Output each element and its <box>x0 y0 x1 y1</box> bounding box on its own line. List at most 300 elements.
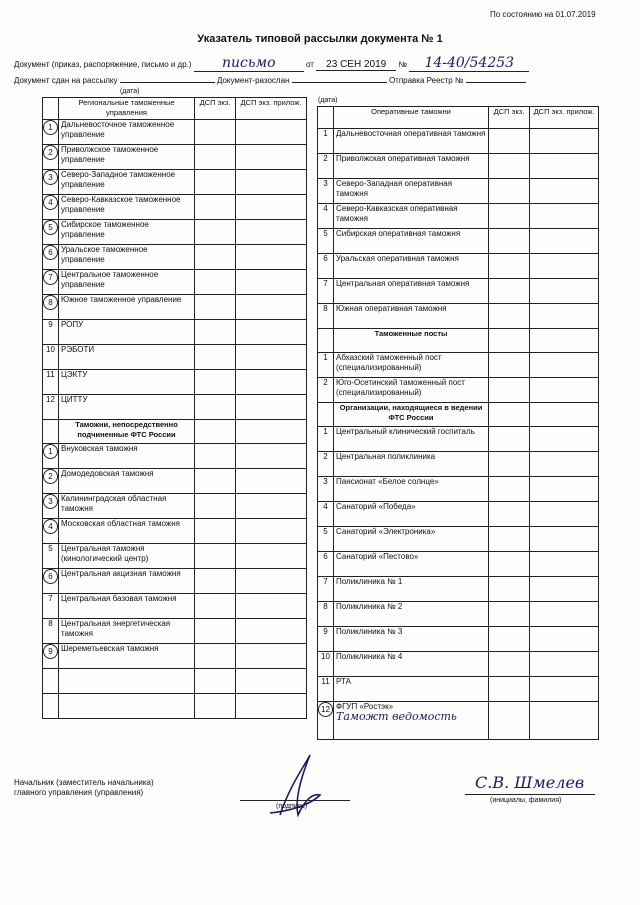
right-row <box>318 204 599 229</box>
left-row-name <box>59 444 195 469</box>
right-row-dsp-pril <box>530 304 599 329</box>
right-row-dsp <box>489 329 530 353</box>
right-row <box>318 279 599 304</box>
right-row-name <box>334 304 489 329</box>
row-number-value: 8 <box>323 602 328 611</box>
left-row-dsp-pril <box>236 444 307 469</box>
left-row-dsp-pril <box>236 245 307 270</box>
left-row-dsp-pril <box>236 569 307 594</box>
right-row-dsp <box>489 577 530 602</box>
row-number-value: 9 <box>48 320 53 329</box>
right-row-dsp-pril <box>530 378 599 403</box>
row-name-text: Сибирское таможенное управление <box>61 220 149 239</box>
left-row-number <box>43 170 59 195</box>
right-row-dsp-pril <box>530 154 599 179</box>
doc-number: 14-40/54253 <box>409 55 529 72</box>
right-row-dsp-pril <box>530 129 599 154</box>
right-row-dsp <box>489 452 530 477</box>
signer-name: С.В. Шмелев <box>475 773 585 792</box>
right-row <box>318 477 599 502</box>
left-row-name <box>59 469 195 494</box>
left-row <box>43 345 307 370</box>
left-row <box>43 320 307 345</box>
left-row <box>43 245 307 270</box>
right-row <box>318 378 599 403</box>
left-row-number <box>43 494 59 519</box>
left-row-name <box>59 619 195 644</box>
right-row <box>318 602 599 627</box>
left-row-name <box>59 320 195 345</box>
row-name-text: Центральная поликлиника <box>336 452 436 461</box>
left-row-number <box>43 320 59 345</box>
right-row-dsp <box>489 502 530 527</box>
row-name-text: Поликлиника № 1 <box>336 577 403 586</box>
left-row-number <box>43 569 59 594</box>
name-line <box>465 794 595 795</box>
right-row-number <box>318 652 334 677</box>
left-row <box>43 469 307 494</box>
left-row-name <box>59 395 195 420</box>
left-row-dsp <box>195 494 236 519</box>
row-number-value: 7 <box>323 279 328 288</box>
row-number-value: 6 <box>43 569 58 584</box>
right-row-dsp <box>489 627 530 652</box>
right-row-name <box>334 427 489 452</box>
right-row-number <box>318 477 334 502</box>
row-name-text: Уральская оперативная таможня <box>336 254 459 263</box>
left-row-number <box>43 444 59 469</box>
right-row-dsp <box>489 427 530 452</box>
left-row-dsp-pril <box>236 320 307 345</box>
row-name-text: Шереметьевская таможня <box>61 644 159 653</box>
left-row-dsp <box>195 544 236 569</box>
row-name-text: Дальневосточное таможенное управление <box>61 120 175 139</box>
left-row-dsp <box>195 245 236 270</box>
row-number-value: 6 <box>323 552 328 561</box>
row-number-value: 2 <box>323 154 328 163</box>
left-row-dsp-pril <box>236 170 307 195</box>
right-row-number <box>318 627 334 652</box>
row-number-value: 9 <box>43 644 58 659</box>
right-row-dsp <box>489 677 530 702</box>
right-row-number <box>318 279 334 304</box>
row-number-value: 5 <box>48 544 53 553</box>
row-number-value: 4 <box>43 519 58 534</box>
right-row-dsp-pril <box>530 353 599 378</box>
row-number-value: 7 <box>43 270 58 285</box>
right-row-number <box>318 129 334 154</box>
left-row-name <box>59 644 195 669</box>
row-name-text: Внуковская таможня <box>61 444 138 453</box>
document-line <box>14 55 624 72</box>
row-name-text: ЦИТТУ <box>61 395 88 404</box>
left-row-name <box>59 345 195 370</box>
left-row-number <box>43 270 59 295</box>
doc-type-label: Документ (приказ, распоряжение, письмо и др.) <box>14 60 192 69</box>
right-row-name <box>334 452 489 477</box>
left-row-dsp-pril <box>236 120 307 145</box>
right-row-dsp <box>489 304 530 329</box>
right-row <box>318 129 599 154</box>
left-row-dsp <box>195 519 236 544</box>
left-row-dsp-pril <box>236 395 307 420</box>
right-row-number <box>318 527 334 552</box>
left-row <box>43 120 307 145</box>
left-row-name <box>59 170 195 195</box>
left-row-name <box>59 295 195 320</box>
left-row-dsp-pril <box>236 270 307 295</box>
right-row-number <box>318 577 334 602</box>
right-row-dsp-pril <box>530 652 599 677</box>
right-row-number <box>318 154 334 179</box>
right-row <box>318 527 599 552</box>
right-row-name <box>334 552 489 577</box>
row-number-value: 7 <box>48 594 53 603</box>
row-name-text: Поликлиника № 4 <box>336 652 403 661</box>
row-number-value: 3 <box>323 179 328 188</box>
left-row-name <box>59 519 195 544</box>
left-row-dsp <box>195 644 236 669</box>
right-row-dsp <box>489 204 530 229</box>
right-row-dsp <box>489 179 530 204</box>
status-stamp: По состоянию на 01.07.2019 <box>490 10 596 19</box>
left-row-dsp <box>195 469 236 494</box>
right-row-dsp-pril <box>530 702 599 740</box>
row-number-value: 7 <box>323 577 328 586</box>
right-row-dsp-pril <box>530 427 599 452</box>
left-row <box>43 295 307 320</box>
row-name-text: Центральный клинический госпиталь <box>336 427 475 436</box>
right-row-name <box>334 403 489 427</box>
right-row-name <box>334 353 489 378</box>
row-name-text: Сибирская оперативная таможня <box>336 229 461 238</box>
left-row-dsp-pril <box>236 345 307 370</box>
left-row-dsp <box>195 120 236 145</box>
row-name-text: ФГУП «Ростэк» <box>336 702 394 711</box>
signature-icon <box>250 745 340 825</box>
left-row <box>43 544 307 569</box>
right-row <box>318 677 599 702</box>
right-row-dsp <box>489 378 530 403</box>
right-row-name <box>334 677 489 702</box>
left-row <box>43 370 307 395</box>
right-row <box>318 353 599 378</box>
right-row-dsp-pril <box>530 204 599 229</box>
right-row-dsp-pril <box>530 527 599 552</box>
right-row-number <box>318 602 334 627</box>
right-row <box>318 154 599 179</box>
right-row <box>318 452 599 477</box>
left-row-number <box>43 145 59 170</box>
row-name-text: Поликлиника № 2 <box>336 602 403 611</box>
left-row-dsp-pril <box>236 145 307 170</box>
row-name-text: Таможенные посты <box>374 329 448 338</box>
right-row-number <box>318 502 334 527</box>
right-row-dsp-pril <box>530 677 599 702</box>
right-row-dsp-pril <box>530 602 599 627</box>
doc-type-value: письмо <box>194 55 304 72</box>
row-name-text: Южная оперативная таможня <box>336 304 447 313</box>
row-number-value: 2 <box>43 145 58 160</box>
left-row-name <box>59 370 195 395</box>
right-row <box>318 652 599 677</box>
row-name-text: РЭБОТИ <box>61 345 95 354</box>
page-title: Указатель типовой рассылки документа № 1 <box>197 33 443 45</box>
right-row-dsp <box>489 154 530 179</box>
row-number-value: 2 <box>323 378 328 387</box>
left-row-dsp <box>195 320 236 345</box>
row-name-text: Северо-Кавказская оперативная таможня <box>336 204 458 223</box>
left-row-number <box>43 619 59 644</box>
right-row-dsp <box>489 279 530 304</box>
row-number-value: 10 <box>321 652 330 661</box>
row-number-value: 4 <box>43 195 58 210</box>
left-row <box>43 395 307 420</box>
right-row-dsp <box>489 477 530 502</box>
left-row-number <box>43 295 59 320</box>
left-row-number <box>43 120 59 145</box>
left-row-number <box>43 469 59 494</box>
left-row <box>43 270 307 295</box>
right-row-number <box>318 179 334 204</box>
left-row-number <box>43 594 59 619</box>
rassylka-label: Документ-разослан <box>216 76 290 85</box>
left-row <box>43 519 307 544</box>
left-row-number <box>43 420 59 444</box>
right-row-dsp-pril <box>530 254 599 279</box>
left-row-number <box>43 195 59 220</box>
left-row-dsp <box>195 195 236 220</box>
operational-table <box>317 106 599 740</box>
row-name-text: Уральское таможенное управление <box>61 245 148 264</box>
row-number-value: 10 <box>46 345 55 354</box>
left-col-name-header: Региональные таможенные управления <box>59 98 195 120</box>
row-number-value: 5 <box>323 229 328 238</box>
right-row-dsp-pril <box>530 229 599 254</box>
left-row-dsp <box>195 594 236 619</box>
date-caption-left: (дата) <box>120 88 140 95</box>
row-name-text: Приволжское таможенное управление <box>61 145 159 164</box>
right-row-dsp-pril <box>530 329 599 353</box>
left-row-name <box>59 569 195 594</box>
right-row-name <box>334 179 489 204</box>
left-row <box>43 619 307 644</box>
right-row-dsp-pril <box>530 403 599 427</box>
name-caption: (инициалы, фамилия) <box>490 797 562 804</box>
right-row <box>318 552 599 577</box>
row-name-text: Калининградская областная таможня <box>61 494 167 513</box>
right-row-name <box>334 477 489 502</box>
right-row-dsp <box>489 602 530 627</box>
left-row-dsp-pril <box>236 469 307 494</box>
right-row-name <box>334 204 489 229</box>
row-name-text: Южное таможенное управление <box>61 295 182 304</box>
left-row-name <box>59 494 195 519</box>
row-name-text: Северо-Западное таможенное управление <box>61 170 176 189</box>
left-row-dsp-pril <box>236 644 307 669</box>
left-row <box>43 220 307 245</box>
left-table-wrap <box>42 97 307 719</box>
right-row <box>318 403 599 427</box>
row-number-value: 3 <box>43 494 58 509</box>
right-row-name <box>334 652 489 677</box>
right-row-dsp-pril <box>530 477 599 502</box>
left-empty-row <box>43 694 307 719</box>
right-row-dsp <box>489 129 530 154</box>
sent-line <box>14 76 624 85</box>
right-col-dsp-header: ДСП экз. <box>489 107 530 129</box>
left-row-number <box>43 395 59 420</box>
row-number-value: 5 <box>323 527 328 536</box>
right-row-name <box>334 527 489 552</box>
right-row-name <box>334 329 489 353</box>
left-row <box>43 594 307 619</box>
chief-label: Начальник (заместитель начальника) главного управления (управления) <box>14 778 154 797</box>
sent-label: Документ сдан на рассылку <box>14 76 118 85</box>
right-col-dsp-pril-header: ДСП экз. прилож. <box>530 107 599 129</box>
right-row-number <box>318 254 334 279</box>
left-row-name <box>59 220 195 245</box>
row-name-text: Пансионат «Белое солнце» <box>336 477 439 486</box>
left-row-name <box>59 120 195 145</box>
left-row-dsp <box>195 170 236 195</box>
right-row-number <box>318 304 334 329</box>
left-row-dsp-pril <box>236 594 307 619</box>
row-name-text: Поликлиника № 3 <box>336 627 403 636</box>
row-name-text: Центральная акцизная таможня <box>61 569 181 578</box>
row-name-text: Организации, находящиеся в ведении ФТС России <box>339 403 483 422</box>
date-caption-right: (дата) <box>318 97 338 104</box>
left-row-dsp <box>195 444 236 469</box>
row-name-text: Домодедовская таможня <box>61 469 154 478</box>
row-name-text: Центральное таможенное управление <box>61 270 159 289</box>
row-name-text: Абхазский таможенный пост (специализированный) <box>336 353 442 372</box>
right-row-number <box>318 452 334 477</box>
left-row <box>43 420 307 444</box>
row-name-text: РТА <box>336 677 351 686</box>
left-row-dsp <box>195 395 236 420</box>
right-table-wrap <box>317 106 599 740</box>
right-row <box>318 329 599 353</box>
right-row-name <box>334 702 489 740</box>
left-row <box>43 145 307 170</box>
right-row <box>318 254 599 279</box>
right-row-number <box>318 378 334 403</box>
left-row-dsp <box>195 420 236 444</box>
left-row-number <box>43 345 59 370</box>
left-row-name <box>59 594 195 619</box>
left-row-name <box>59 544 195 569</box>
left-row-number <box>43 644 59 669</box>
row-number-value: 2 <box>43 469 58 484</box>
row-number-value: 11 <box>46 370 55 379</box>
row-name-text: Центральная базовая таможня <box>61 594 177 603</box>
left-row-dsp-pril <box>236 420 307 444</box>
row-number-value: 5 <box>43 220 58 235</box>
left-col-dsp-header: ДСП экз. <box>195 98 236 120</box>
right-row <box>318 577 599 602</box>
number-label: № <box>398 60 408 69</box>
row-number-value: 12 <box>318 702 333 717</box>
row-name-text: Центральная энергетическая таможня <box>61 619 171 638</box>
right-row-name <box>334 502 489 527</box>
left-row-dsp <box>195 145 236 170</box>
left-row-dsp <box>195 345 236 370</box>
right-row-name <box>334 577 489 602</box>
right-row-name <box>334 627 489 652</box>
left-row-dsp-pril <box>236 220 307 245</box>
row-number-value: 4 <box>323 502 328 511</box>
right-row-name <box>334 279 489 304</box>
row-number-value: 8 <box>48 619 53 628</box>
left-empty-row <box>43 669 307 694</box>
row-number-value: 4 <box>323 204 328 213</box>
left-row-dsp-pril <box>236 494 307 519</box>
row-number-value: 1 <box>323 427 328 436</box>
left-row-dsp-pril <box>236 519 307 544</box>
right-row-dsp <box>489 527 530 552</box>
left-col-dsp-pril-header: ДСП экз. прилож. <box>236 98 307 120</box>
from-label: от <box>306 60 314 69</box>
row-name-text: Санаторий «Пестово» <box>336 552 419 561</box>
left-row-name <box>59 245 195 270</box>
row-name-text: Санаторий «Победа» <box>336 502 416 511</box>
row-name-text: Юго-Осетинский таможенный пост (специализированный) <box>336 378 465 397</box>
right-row-number <box>318 427 334 452</box>
right-row-dsp-pril <box>530 452 599 477</box>
right-row-dsp <box>489 652 530 677</box>
right-row-number <box>318 229 334 254</box>
right-row-number <box>318 403 334 427</box>
right-row-name <box>334 378 489 403</box>
right-row-dsp-pril <box>530 627 599 652</box>
right-row <box>318 702 599 740</box>
row-number-value: 12 <box>46 395 55 404</box>
left-row-dsp-pril <box>236 544 307 569</box>
row-number-value: 11 <box>321 677 330 686</box>
right-row-dsp <box>489 229 530 254</box>
row-number-value: 1 <box>43 120 58 135</box>
right-row-dsp <box>489 353 530 378</box>
left-row-number <box>43 370 59 395</box>
left-row <box>43 444 307 469</box>
right-row-dsp <box>489 403 530 427</box>
right-row-dsp-pril <box>530 577 599 602</box>
row-number-value: 6 <box>323 254 328 263</box>
left-row <box>43 494 307 519</box>
row-name-text: Приволжская оперативная таможня <box>336 154 470 163</box>
row-name-text: РОПУ <box>61 320 84 329</box>
right-row <box>318 627 599 652</box>
right-row <box>318 502 599 527</box>
right-row-name <box>334 602 489 627</box>
row-number-value: 1 <box>323 129 328 138</box>
right-row-name <box>334 129 489 154</box>
row-number-value: 1 <box>323 353 328 362</box>
left-row-dsp-pril <box>236 295 307 320</box>
row-number-value: 8 <box>43 295 58 310</box>
left-row-number <box>43 245 59 270</box>
row-number-value: 8 <box>323 304 328 313</box>
left-row-number <box>43 220 59 245</box>
row-number-value: 3 <box>323 477 328 486</box>
right-row-name <box>334 254 489 279</box>
row-name-text: Дальневосточная оперативная таможня <box>336 129 486 138</box>
row-handwritten-note: Таможт ведомость <box>336 710 457 723</box>
doc-date: 23 СЕН 2019 <box>316 59 396 71</box>
row-name-text: Таможни, непосредственно подчиненные ФТС России <box>75 420 178 439</box>
left-row-dsp <box>195 270 236 295</box>
